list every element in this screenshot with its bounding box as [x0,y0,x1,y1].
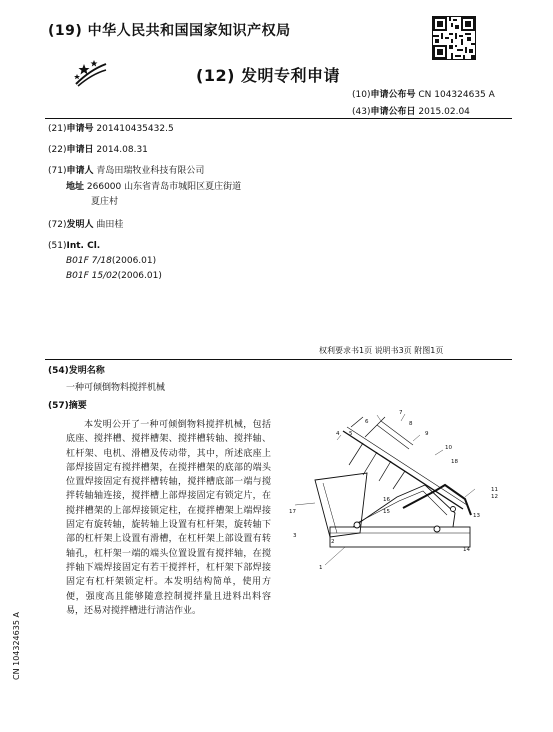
cnipa-logo-icon [72,58,108,88]
app-date-code: (22) [48,145,67,155]
address-line2: 夏庄村 [91,197,119,207]
label-9: 9 [425,431,429,437]
doc-code: (12) [196,66,235,85]
app-date-label: 申请日 [66,145,94,155]
app-no-label: 申请号 [66,124,94,134]
label-12: 12 [491,494,498,500]
qr-code-icon [432,16,476,60]
address [66,180,241,194]
pub-no-value: CN 104324635 A [418,90,495,100]
app-no-code: (21) [48,124,67,134]
publication-date [352,104,470,117]
abstract-code: (57) [48,401,69,411]
label-13: 13 [473,513,480,519]
pages-rule [45,359,512,360]
pub-date-value: 2015.02.04 [418,107,470,117]
pub-date-label: 申请公布日 [370,107,416,117]
label-5: 5 [349,431,353,437]
label-8: 8 [409,421,413,427]
doc-type: 发明专利申请 [240,66,340,85]
pages-summary: 权利要求书1页 说明书3页 附图1页 [319,346,444,355]
label-4: 4 [336,431,340,437]
ipc1-class: B01F 7/18 [66,256,112,266]
inventor-value: 曲田桂 [96,220,124,230]
inventor-label: 发明人 [66,220,94,230]
abstract-text: 本发明公开了一种可倾倒物料搅拌机械，包括底座、搅拌槽、搅拌槽架、搅拌槽转轴、搅拌轴、杠杆架、电机、滑槽及传动带，其中，所述底座上部焊接固定有搅拌槽架，在搅拌槽架的底部的端头位置焊接固定有搅拌槽转轴，搅拌槽底部一端与搅拌转轴轴连接，搅拌槽上部焊接固定有锁定片，在搅拌槽架的上部焊接锁定柱，在搅拌槽架上端焊接固定有旋转轴，旋转轴上设置有杠杆架，旋转轴下部的杠杆架上设置有滑槽，在杠杆架上部设置有转轴孔，杠杆架一端的端头位置设置有搅拌轴，在搅拌轴下端焊接固定有若干搅拌杆，杠杆架下部焊接固定有杠杆架锁定杆。本发明结构简单，使用方便，强度高且能够随意控制搅拌量且进料出料容易，还易对搅拌槽进行清洁作业。 [66,420,271,616]
address-line1: 266000 山东省青岛市城阳区夏庄街道 [86,182,242,192]
label-1: 1 [319,565,323,570]
abstract-label: 摘要 [68,401,87,411]
application-number [48,122,174,136]
int-cl [48,239,100,253]
publication-number [352,87,495,100]
invention-title: 一种可倾倒物料搅拌机械 [66,383,166,393]
office-header [48,20,291,40]
intcl-code: (51) [48,241,67,251]
ipc1-version: (2006.01) [111,256,157,266]
office-name: 中华人民共和国国家知识产权局 [87,23,291,39]
label-2: 2 [331,539,335,545]
lever-arm [343,431,463,509]
label-17: 17 [289,509,296,515]
frame [353,485,455,527]
app-date-value: 2014.08.31 [96,145,148,155]
applicant-label: 申请人 [66,166,94,176]
abstract-heading [48,398,87,411]
title-code: (54) [48,366,69,376]
label-15: 15 [383,509,390,515]
base [330,527,470,547]
ipc-class-2 [66,271,162,281]
pub-no-label: 申请公布号 [370,90,416,100]
document-type-header [196,63,340,86]
title-label: 发明名称 [68,366,105,376]
label-14: 14 [463,547,470,553]
label-3: 3 [293,533,297,539]
address-label: 地址 [66,182,85,192]
applicant [48,164,204,178]
label-16: 16 [383,497,390,503]
inventor-code: (72) [48,220,67,230]
office-code: (19) [48,23,83,39]
label-6: 6 [365,419,369,425]
label-18: 18 [451,459,458,465]
patent-drawing [285,405,500,570]
header-rule [45,118,512,119]
label-10: 10 [445,445,452,451]
label-7: 7 [399,410,403,416]
application-date [48,143,148,157]
label-11: 11 [491,487,498,493]
ipc2-class: B01F 15/02 [66,271,118,281]
inventor [48,218,123,232]
title-heading [48,363,105,376]
app-no-value: 201410435432.5 [96,124,174,134]
applicant-code: (71) [48,166,67,176]
side-publication-number: CN 104324635 A [12,612,21,680]
ipc-class-1 [66,256,156,266]
intcl-label: Int. Cl. [66,241,101,251]
pub-no-code: (10) [352,90,371,100]
applicant-value: 青岛田瑞牧业科技有限公司 [96,166,205,176]
ipc2-version: (2006.01) [117,271,162,281]
pub-date-code: (43) [352,107,371,117]
